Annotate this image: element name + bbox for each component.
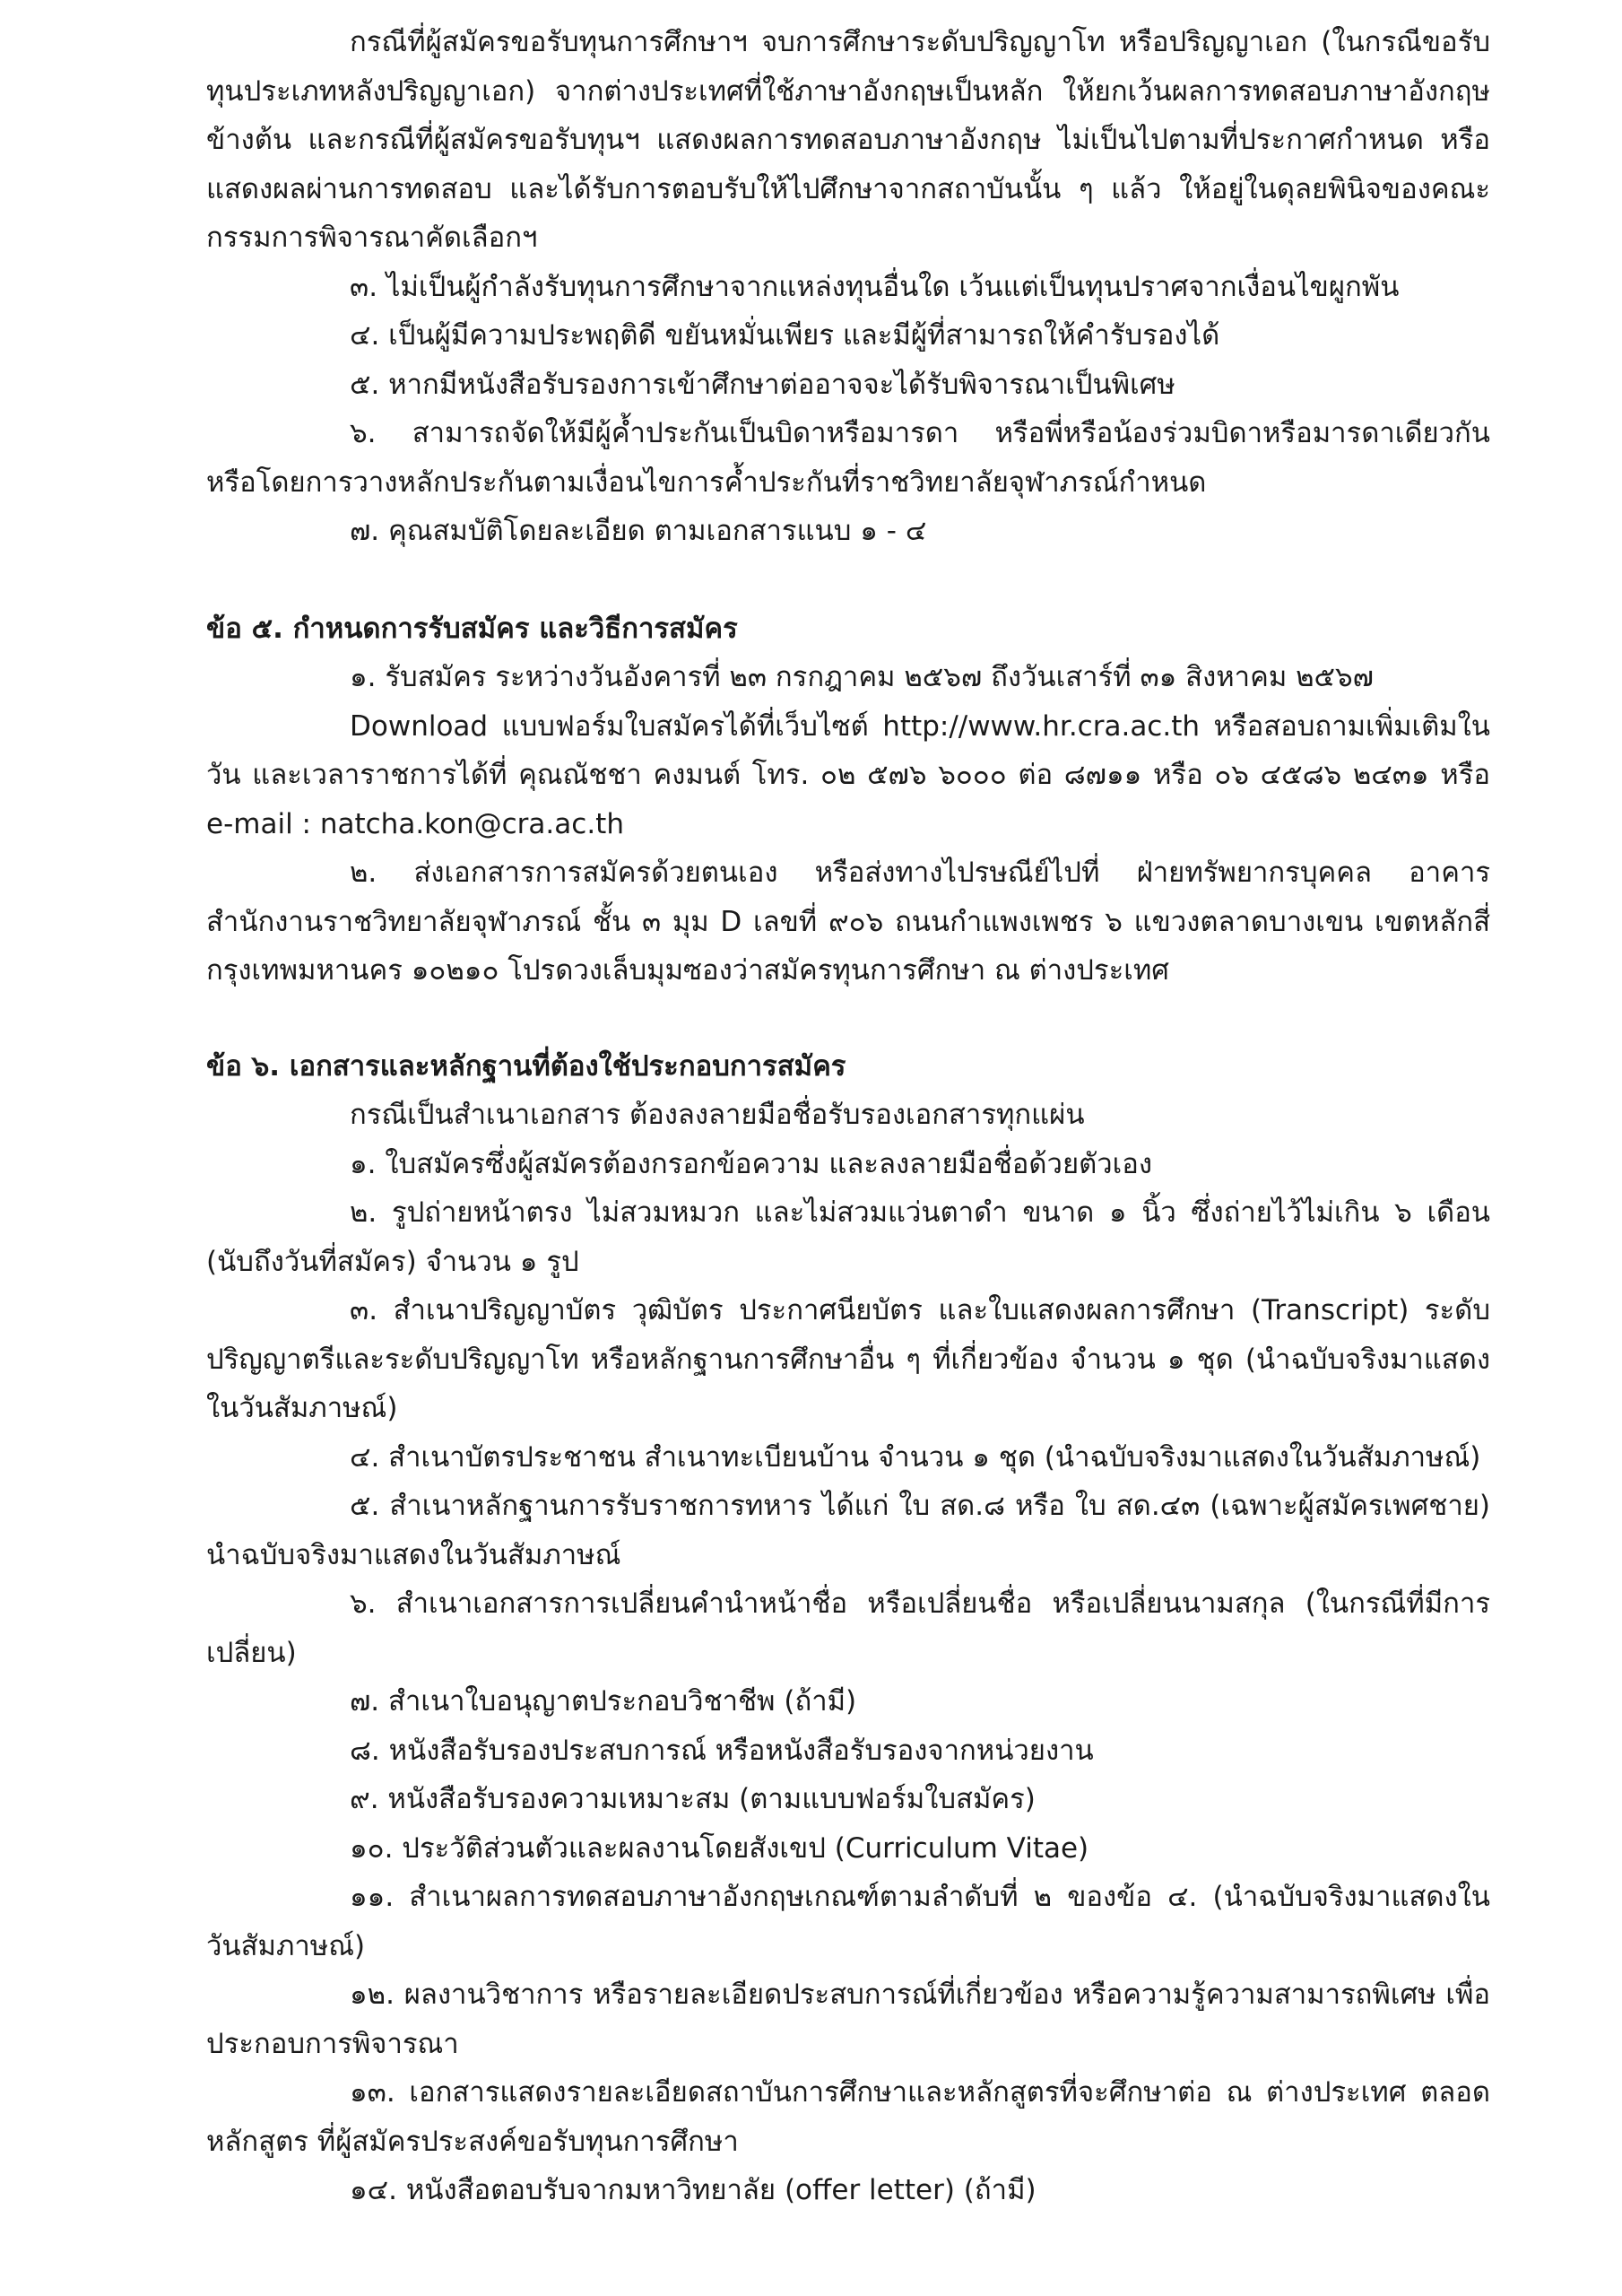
document-body <box>206 18 1490 2215</box>
document-item-3: ๓. สำเนาปริญญาบัตร วุฒิบัตร ประกาศนียบัตร และใบแสดงผลการศึกษา (Transcript) ระดับปริญญาตรีและระดับปริญญาโท หรือหลักฐานการศึกษาอื่น ๆ ที่เกี่ยวข้อง จำนวน ๑ ชุด (นำฉบับจริงมาแสดงในวันสัมภาษณ์) <box>206 1294 1490 1424</box>
document-item-6: ๖. สำเนาเอกสารการเปลี่ยนคำนำหน้าชื่อ หรือเปลี่ยนชื่อ หรือเปลี่ยนนามสกุล (ในกรณีที่มีการเปลี่ยน) <box>206 1587 1490 1669</box>
download-form-paragraph: Download แบบฟอร์มใบสมัครได้ที่เว็บไซต์ http://www.hr.cra.ac.th หรือสอบถามเพิ่มเติมในวัน และเวลาราชการได้ที่ คุณณัชชา คงมนต์ โทร. ๐๒ ๕๗๖ ๖๐๐๐ ต่อ ๘๗๑๑ หรือ ๐๖ ๔๕๘๖ ๒๔๓๑ หรือ e-mail : natcha.kon@cra.ac.th <box>206 709 1490 840</box>
document-item-13: ๑๓. เอกสารแสดงรายละเอียดสถาบันการศึกษาและหลักสูตรที่จะศึกษาต่อ ณ ต่างประเทศ ตลอดหลักสูตร ที่ผู้สมัครประสงค์ขอรับทุนการศึกษา <box>206 2076 1490 2158</box>
intro-paragraph: กรณีที่ผู้สมัครขอรับทุนการศึกษาฯ จบการศึกษาระดับปริญญาโท หรือปริญญาเอก (ในกรณีขอรับทุนประเภทหลังปริญญาเอก) จากต่างประเทศที่ใช้ภาษาอังกฤษเป็นหลัก ให้ยกเว้นผลการทดสอบภาษาอังกฤษข้างต้น และกรณีที่ผู้สมัครขอรับทุนฯ แสดงผลการทดสอบภาษาอังกฤษ ไม่เป็นไปตามที่ประกาศกำหนด หรือแสดงผลผ่านการทดสอบ และได้รับการตอบรับให้ไปศึกษาจากสถาบันนั้น ๆ แล้ว ให้อยู่ในดุลยพินิจของคณะกรรมการพิจารณาคัดเลือกฯ <box>206 26 1490 254</box>
document-item-7: ๗. สำเนาใบอนุญาตประกอบวิชาชีพ (ถ้ามี) <box>350 1685 857 1718</box>
qualification-item-4: ๔. เป็นผู้มีความประพฤติดี ขยันหมั่นเพียร และมีผู้ที่สามารถให้คำรับรองได้ <box>350 319 1220 352</box>
section-spacer <box>206 996 1490 1042</box>
application-period-item: ๑. รับสมัคร ระหว่างวันอังคารที่ ๒๓ กรกฎาคม ๒๕๖๗ ถึงวันเสาร์ที่ ๓๑ สิงหาคม ๒๕๖๗ <box>350 661 1374 693</box>
document-item-8: ๘. หนังสือรับรองประสบการณ์ หรือหนังสือรับรองจากหน่วยงาน <box>350 1734 1094 1767</box>
document-item-5: ๕. สำเนาหลักฐานการรับราชการทหาร ได้แก่ ใบ สด.๘ หรือ ใบ สด.๔๓ (เฉพาะผู้สมัครเพศชาย) นำฉบับจริงมาแสดงในวันสัมภาษณ์ <box>206 1490 1490 1571</box>
section-spacer <box>206 556 1490 604</box>
section-5-heading: ข้อ ๕. กำหนดการรับสมัคร และวิธีการสมัคร <box>206 612 738 645</box>
document-item-4: ๔. สำเนาบัตรประชาชน สำเนาทะเบียนบ้าน จำนวน ๑ ชุด (นำฉบับจริงมาแสดงในวันสัมภาษณ์) <box>350 1440 1481 1474</box>
document-item-14: ๑๔. หนังสือตอบรับจากมหาวิทยาลัย (offer letter) (ถ้ามี) <box>350 2174 1037 2206</box>
document-item-10: ๑๐. ประวัติส่วนตัวและผลงานโดยสังเขป (Curriculum Vitae) <box>350 1831 1089 1865</box>
document-item-1: ๑. ใบสมัครซึ่งผู้สมัครต้องกรอกข้อความ และลงลายมือชื่อด้วยตัวเอง <box>350 1147 1153 1180</box>
qualification-item-5: ๕. หากมีหนังสือรับรองการเข้าศึกษาต่ออาจจะได้รับพิจารณาเป็นพิเศษ <box>350 368 1175 401</box>
section-6-heading: ข้อ ๖. เอกสารและหลักฐานที่ต้องใช้ประกอบการสมัคร <box>206 1049 846 1083</box>
qualification-item-6: ๖. สามารถจัดให้มีผู้ค้ำประกันเป็นบิดาหรือมารดา หรือพี่หรือน้องร่วมบิดาหรือมารดาเดียวกัน หรือโดยการวางหลักประกันตามเงื่อนไขการค้ำประกันที่ราชวิทยาลัยจุฬาภรณ์กำหนด <box>206 417 1490 499</box>
document-item-2: ๒. รูปถ่ายหน้าตรง ไม่สวมหมวก และไม่สวมแว่นตาดำ ขนาด ๑ นิ้ว ซึ่งถ่ายไว้ไม่เกิน ๖ เดือน (นับถึงวันที่สมัคร) จำนวน ๑ รูป <box>206 1196 1490 1278</box>
submission-address-item: ๒. ส่งเอกสารการสมัครด้วยตนเอง หรือส่งทางไปรษณีย์ไปที่ ฝ่ายทรัพยากรบุคคล อาคารสำนักงานราชวิทยาลัยจุฬาภรณ์ ชั้น ๓ มุม D เลขที่ ๙๐๖ ถนนกำแพงเพชร ๖ แขวงตลาดบางเขน เขตหลักสี่ กรุงเทพมหานคร ๑๐๒๑๐ โปรดวงเล็บมุมซองว่าสมัครทุนการศึกษา ณ ต่างประเทศ <box>206 857 1490 987</box>
qualification-item-3: ๓. ไม่เป็นผู้กำลังรับทุนการศึกษาจากแหล่งทุนอื่นใด เว้นแต่เป็นทุนปราศจากเงื่อนไขผูกพัน <box>350 270 1400 303</box>
document-item-9: ๙. หนังสือรับรองความเหมาะสม (ตามแบบฟอร์มใบสมัคร) <box>350 1783 1036 1815</box>
document-item-11: ๑๑. สำเนาผลการทดสอบภาษาอังกฤษเกณฑ์ตามลำดับที่ ๒ ของข้อ ๔. (นำฉบับจริงมาแสดงในวันสัมภาษณ์) <box>206 1881 1490 1962</box>
qualification-item-7: ๗. คุณสมบัติโดยละเอียด ตามเอกสารแนบ ๑ - ๔ <box>350 515 927 547</box>
document-item-12: ๑๒. ผลงานวิชาการ หรือรายละเอียดประสบการณ์ที่เกี่ยวข้อง หรือความรู้ความสามารถพิเศษ เพื่อประกอบการพิจารณา <box>206 1979 1490 2060</box>
copy-certification-note: กรณีเป็นสำเนาเอกสาร ต้องลงลายมือชื่อรับรองเอกสารทุกแผ่น <box>350 1099 1085 1131</box>
